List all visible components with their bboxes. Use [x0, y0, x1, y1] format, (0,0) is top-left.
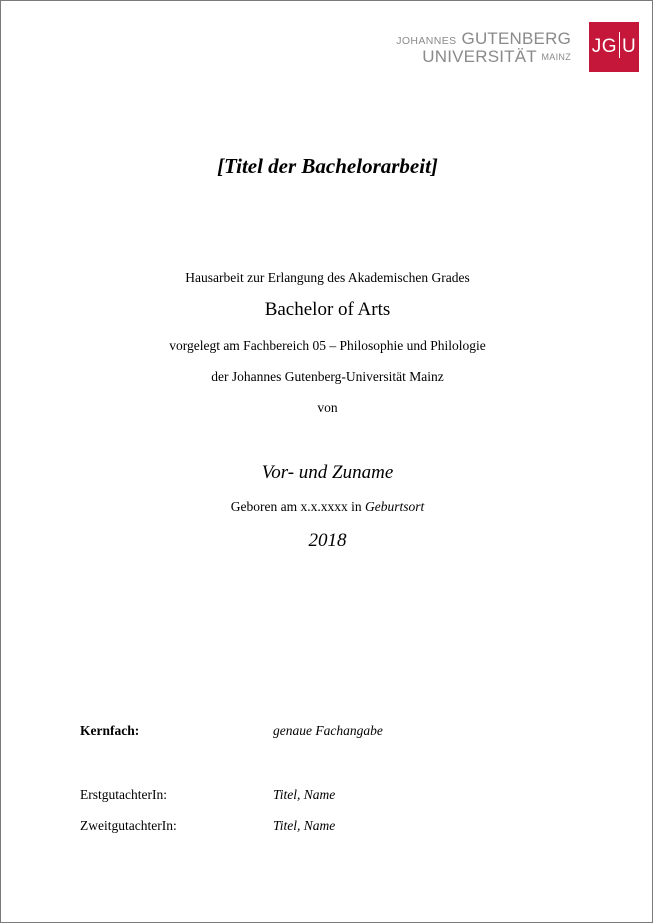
erstgutachter-value: Titel, Name [273, 787, 336, 802]
logo-gutenberg: GUTENBERG [461, 29, 571, 48]
logo-box-right: U [622, 36, 637, 57]
thesis-title: [Titel der Bachelorarbeit] [217, 154, 438, 178]
logo-johannes: JOHANNES [396, 35, 457, 47]
logo-universitaet: UNIVERSITÄT [422, 47, 537, 66]
logo-mainz: MAINZ [541, 52, 571, 62]
zweitgutachter-value: Titel, Name [273, 818, 336, 833]
author-name: Vor- und Zuname [261, 462, 394, 483]
purpose-text: Hausarbeit zur Erlangung des Akademischen Grades [185, 270, 470, 285]
kernfach-value: genaue Fachangabe [273, 723, 383, 738]
erstgutachter-label: ErstgutachterIn: [80, 787, 167, 802]
zweitgutachter-label: ZweitgutachterIn: [80, 818, 177, 833]
university-logo-text [381, 30, 571, 65]
by-text: von [317, 400, 338, 415]
department-text: vorgelegt am Fachbereich 05 – Philosophie und Philologie [169, 338, 486, 353]
logo-box-left: JG [591, 36, 618, 57]
born-prefix: Geboren am x.x.xxxx in [230, 499, 362, 514]
birthplace: Geburtsort [364, 499, 425, 514]
kernfach-label: Kernfach: [80, 723, 140, 738]
year: 2018 [308, 530, 347, 551]
jgu-logo-icon [589, 22, 639, 72]
birth-info [1, 499, 653, 515]
university-text: der Johannes Gutenberg-Universität Mainz [211, 369, 444, 384]
degree-text: Bachelor of Arts [264, 299, 391, 320]
